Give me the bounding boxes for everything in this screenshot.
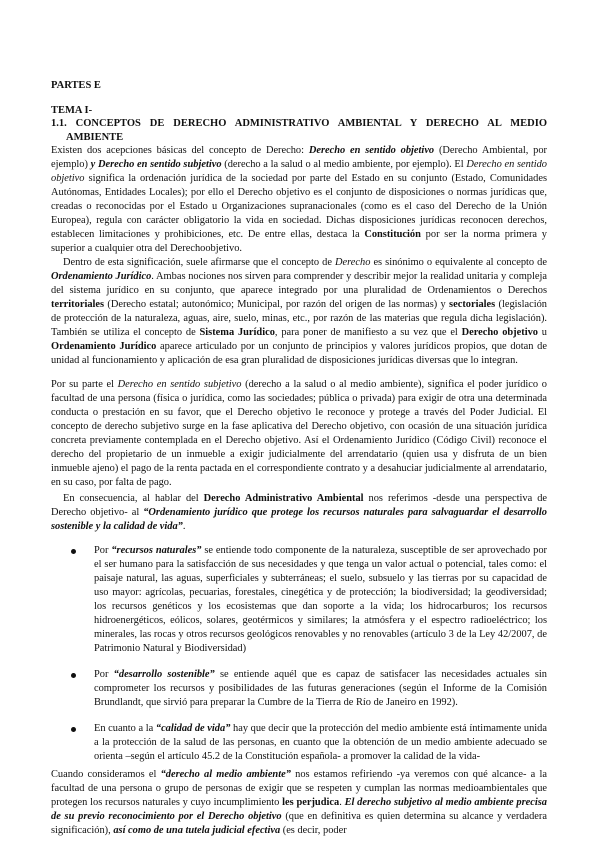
bullet-text: Por “recursos naturales” se entiende todo componente de la naturaleza, susceptible de ser aprovechado por el ser humano para la satisfacción de sus necesidades y que tenga un valor actual o potencial, tales como: el paisaje natural, las aguas, superficiales y subterráneas; el suelo, subsuelo y las tierras por su capacidad de uso mayor: agrícolas, pecuarias, forestales, cinegética y de protección; la biodiversidad; la geodiversidad; los recursos genéticos y los ecosistemas que dan soporte a la vida; los hidrocarburos; los recursos hidroenergéticos, eólicos, solares, geotérmicos y similares; la atmósfera y el espectro radioeléctrico; los minerales, las rocas y otros recursos geológicos renovables y no renovables (artículo 3 de la Ley 42/2007, de Patrimonio Natural y Biodiversidad)	[94, 545, 547, 654]
bullet-dot-icon	[71, 673, 76, 678]
part-title: PARTES E	[51, 80, 101, 91]
section-heading: 1.1. CONCEPTOS DE DERECHO ADMINISTRATIVO AMBIENTAL Y DERECHO AL MEDIO AMBIENTE	[51, 118, 547, 143]
tema-title: TEMA I-	[51, 105, 93, 116]
paragraph-2: Dentro de esta significación, suele afirmarse que el concepto de Derecho es sinónimo o equivalente al concepto de Ordenamiento Jurídico. Ambas nociones nos sirven para comprender y describir mejor la realidad unitaria y compleja del sistema jurídico en su conjunto, que aparece integrado por una pluralidad de Ordenamientos o Derechos territoriales (Derecho estatal; autonómico; Municipal, por razón del origen de las normas) y sectoriales (legislación de protección de la naturaleza, aguas, aire, suelo, minas, etc., por razón de las materias que regula dicha legislación). También se utiliza el concepto de Sistema Jurídico, para poner de manifiesto a su vez que el Derecho objetivo u Ordenamiento Jurídico aparece articulado por un conjunto de principios y valores jurídicos propios, que dotan de unidad al funcionamiento y aplicación de esa gran pluralidad de disposiciones jurídicas diversas que lo integran.	[51, 257, 547, 366]
bullet-item-recursos-naturales	[68, 544, 547, 656]
paragraph-4: En consecuencia, al hablar del Derecho Administrativo Ambiental nos referimos -desde una perspectiva de Derecho objetivo- al “Ordenamiento jurídico que protege los recursos naturales para salvaguardar el desarrollo sostenible y la calidad de vida”.	[51, 493, 548, 532]
bullet-dot-icon	[71, 549, 76, 554]
bullet-item-desarrollo-sostenible	[68, 668, 547, 710]
bullet-text: Por “desarrollo sostenible” se entiende aquél que es capaz de satisfacer las necesidades actuales sin comprometer los recursos y posibilidades de las futuras generaciones (según el Informe de la Comisión Brundlandt, que sirvió para preparar la Cumbre de la Tierra de Río de Janeiro en 1992).	[94, 669, 547, 708]
bullet-text: En cuanto a la “calidad de vida” hay que decir que la protección del medio ambiente está íntimamente unida a la protección de la salud de las personas, en cuanto que la obtención de un medio ambiente adecuado se orienta –según el artículo 45.2 de la Constitución española- a promover la calidad de la vida-	[94, 723, 547, 762]
paragraph-3: Por su parte el Derecho en sentido subjetivo (derecho a la salud o al medio ambiente), significa el poder jurídico o facultad de una persona (física o jurídica, como las sociedades; pública o privada) para exigir de otra una determinada conducta o prestación en su favor, que el Derecho objetivo le reconoce y protege a través del Poder Judicial. El concepto de derecho subjetivo surge en la fase aplicativa del Derecho objetivo, con ocasión de una situación jurídica concreta previamente contemplada en el Derecho objetivo. Así el Ordenamiento Jurídico (Código Civil) reconoce el derecho del propietario de un inmueble a exigir judicialmente del arrendatario (quien usa y disfruta de un bien inmueble ajeno) el pago de la renta pactada en el correspondiente contrato y a desahuciar judicialmente al arrendatario, en su caso, por falta de pago.	[51, 379, 547, 488]
bullet-list	[68, 544, 547, 764]
bullet-item-calidad-de-vida	[68, 722, 547, 764]
bullet-dot-icon	[71, 727, 76, 732]
paragraph-5: Cuando consideramos el “derecho al medio ambiente” nos estamos refiriendo -ya veremos con qué alcance- a la facultad de una persona o grupo de personas de exigir que se respeten y cumplan las normas medioambientales que protegen los recursos naturales y cuyo incumplimiento les perjudica. El derecho subjetivo al medio ambiente precisa de su previo reconocimiento por el Derecho objetivo (que en definitiva es quien determina su alcance y verdadera significación), así como de una tutela judicial efectiva (es decir, poder	[51, 769, 548, 836]
paragraph-1: Existen dos acepciones básicas del concepto de Derecho: Derecho en sentido objetivo (Derecho Ambiental, por ejemplo) y Derecho en sentido subjetivo (derecho a la salud o al medio ambiente, por ejemplo). El Derecho en sentido objetivo significa la ordenación jurídica de la sociedad por parte del Estado en su conjunto (Estado, Comunidades Autónomas, Entidades Locales); por ello el Derecho objetivo es el conjunto de disposiciones o normas jurídicas que, creadas o reconocidas por el Estado u Organizaciones supranacionales (como es el caso del Derecho de la Unión Europea), regula con carácter obligatorio la vida en sociedad. Dichas disposiciones jurídicas reconocen derechos, establecen limitaciones y prohibiciones, etc. De entre ellas, destaca la Constitución por ser la norma primera y superior a cualquier otra del Derechoobjetivo.	[51, 145, 548, 254]
